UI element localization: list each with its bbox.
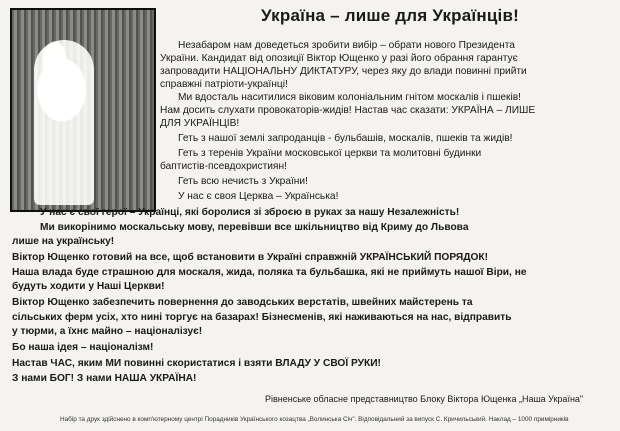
imprint-line: Набір та друк здійснено в комп'ютерному центрі Порадників Українського козацтва „Волинська Січ". Відповідальний за випуск С. Кричильський. Наклад – 1000 примірників (60, 416, 569, 423)
text-line: У нас є свої герої – Українці, які боролися зі зброєю в руках за нашу Незалежність! (40, 207, 460, 218)
text-line: запровадити НАЦІОНАЛЬНУ ДИКТАТУРУ, через яку до влади повинні прийти (160, 66, 527, 77)
text-line: Настав ЧАС, яким МИ повинні скористатися і взяти ВЛАДУ У СВОЇ РУКИ! (12, 358, 381, 369)
candidate-photo (10, 8, 156, 212)
text-line: Ми викорінимо москальську мову, перевівши все шкільництво від Криму до Львова (40, 222, 469, 233)
text-line: Бо наша ідея – націоналізм! (12, 342, 154, 353)
text-line: будуть ходити у Наші Церкви! (12, 281, 165, 292)
text-line: Геть з нашої землі запроданців - бульбашів, москалів, пшеків та жидів! (178, 133, 513, 144)
text-line: України. Кандидат від опозиції Віктор Ющенко у разі його обрання гарантує (160, 53, 518, 64)
signature-line: Рівненське обласне представництво Блоку Віктора Ющенка „Наша Україна" (265, 394, 584, 404)
leaflet-title: Україна – лише для Українців! (261, 6, 519, 25)
text-line: у тюрми, а їхнє майно – націоналізує! (12, 326, 203, 337)
text-line: Геть всю нечисть з України! (178, 176, 308, 187)
text-line: Ми вдосталь наситилися віковим колоніальним гнітом москалів і пшеків! (178, 92, 521, 103)
text-line: ДЛЯ УКРАЇНЦІВ! (160, 118, 240, 129)
text-line: Нам досить слухати провокаторів-жидів! Настав час сказати: УКРАЇНА – ЛИШЕ (160, 105, 536, 116)
text-line: сільських ферм усіх, хто нині торгує на базарах! Бізнесменів, які наживаються на нас, відправить (12, 312, 512, 323)
text-line: Геть з теренів України московської церкви та молитовні будинки (178, 148, 482, 159)
text-line: баптистів-псевдохристиян! (160, 161, 287, 172)
text-line: У нас є своя Церква – Українська! (178, 191, 339, 202)
text-line: Віктор Ющенко забезпечить повернення до заводських верстатів, швейних майстерень та (12, 297, 473, 308)
text-line: справжні патріоти-українці! (160, 79, 288, 90)
text-line: лише на українську! (12, 236, 115, 247)
text-line: Незабаром нам доведеться зробити вибір – обрати нового Президента (178, 40, 515, 51)
text-line: З нами БОГ! З нами НАША УКРАЇНА! (12, 373, 197, 384)
text-line: Наша влада буде страшною для москаля, жида, поляка та бульбашка, які не приймуть нашої Віри, не (12, 267, 527, 278)
text-line: Віктор Ющенко готовий на все, щоб встановити в Україні справжній УКРАЇНСЬКИЙ ПОРЯДОК! (12, 252, 488, 263)
